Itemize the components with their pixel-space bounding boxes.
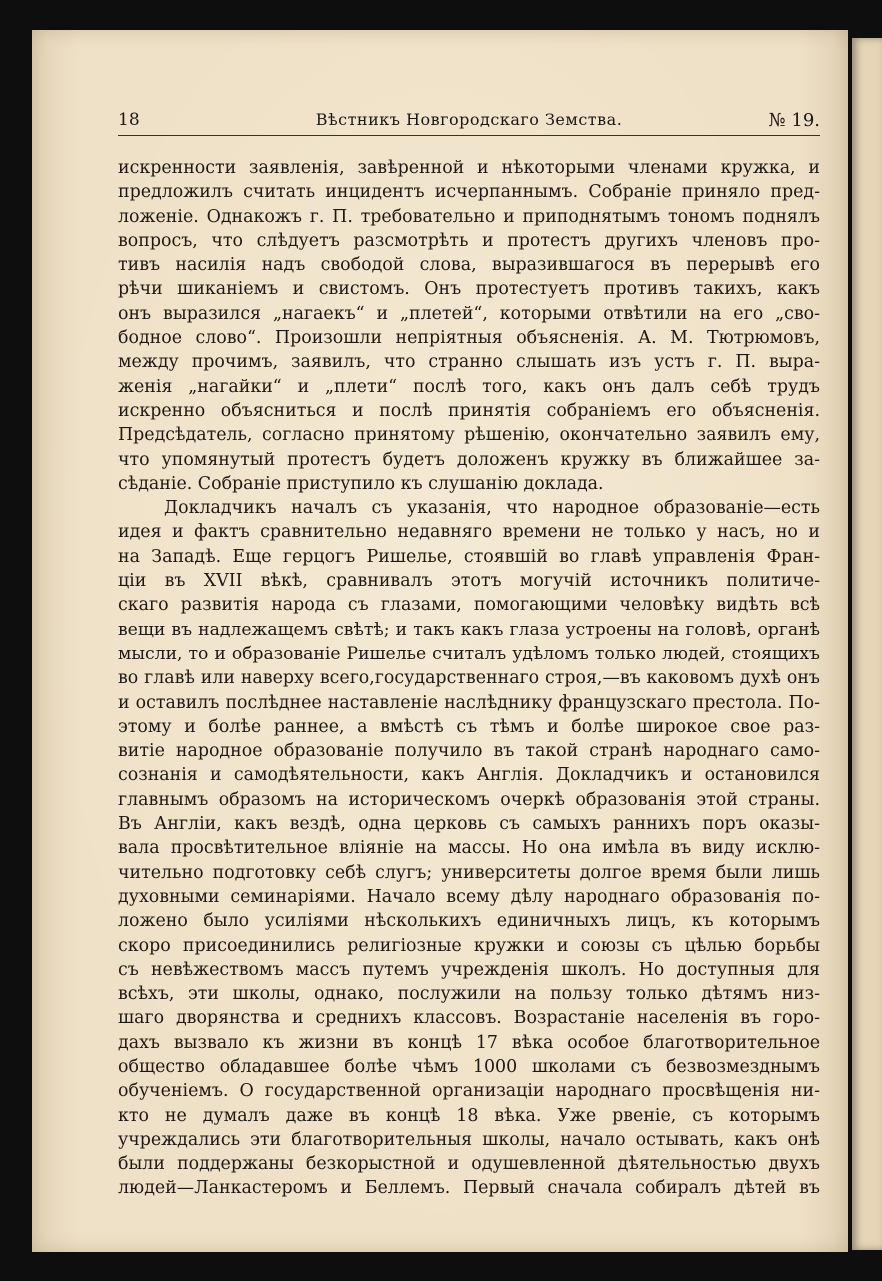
text-line: предложилъ считать инцидентъ исчерпаннымъ. Собраніе приняло пред- xyxy=(118,182,820,203)
text-line: Въ Англіи, какъ вездѣ, одна церковь съ самыхъ раннихъ поръ оказы- xyxy=(118,814,820,835)
text-line: чительно подготовку себѣ слугъ; университеты долгое время были лишь xyxy=(118,862,820,883)
text-line: идея и фактъ сравнительно недавняго времени не только у насъ, но и xyxy=(118,522,820,543)
text-line: тивъ насилія надъ свободой слова, выразившагося въ перерывѣ его xyxy=(118,255,820,276)
text-line: женія „нагайки“ и „плети“ послѣ того, какъ онъ далъ себѣ трудъ xyxy=(118,376,820,397)
header-rule xyxy=(118,135,820,136)
paragraph-start-line: Докладчикъ началъ съ указанія, что народное образованіе—есть xyxy=(164,498,820,519)
text-line: общество обладавшее болѣе чѣмъ 1000 школами съ безвозмезднымъ xyxy=(118,1056,820,1077)
text-line: искренно объясниться и послѣ принятія собраніемъ его объясненія. xyxy=(118,400,820,421)
text-line: шаго дворянства и среднихъ классовъ. Возрастаніе населенія въ горо- xyxy=(118,1008,820,1029)
text-line: всѣхъ, эти школы, однако, послужили на пользу только дѣтямъ низ- xyxy=(118,984,820,1005)
paragraph-end-line: сѣданіе. Собраніе приступило къ слушанію доклада. xyxy=(118,473,604,494)
text-line: духовными семинаріями. Начало всему дѣлу народнаго образованія по- xyxy=(118,886,820,907)
text-line: искренности заявленія, завѣренной и нѣкоторыми членами кружка, и xyxy=(118,158,820,178)
text-line: бодное слово“. Произошли непріятныя объясненія. А. М. Тютрюмовъ, xyxy=(118,328,820,349)
text-line: между прочимъ, заявилъ, что странно слышать изъ устъ г. П. выра- xyxy=(118,352,820,373)
text-line: Предсѣдатель, согласно принятому рѣшенію, окончательно заявилъ ему, xyxy=(118,425,820,446)
running-header xyxy=(118,110,820,136)
text-line: были поддержаны безкорыстной и одушевленной дѣятельностью двухъ xyxy=(118,1154,820,1175)
text-line: скоро присоединились религіозные кружки и союзы съ цѣлью борьбы xyxy=(118,935,820,956)
journal-title: Вѣстникъ Новгородскаго Земства. xyxy=(315,110,623,129)
issue-number: № 19. xyxy=(768,110,820,131)
text-line: съ невѣжествомъ массъ путемъ учрежденія школъ. Но доступныя для xyxy=(118,959,820,980)
text-line: ложено было усиліями нѣсколькихъ единичныхъ лицъ, къ которымъ xyxy=(118,911,820,932)
text-line: дахъ вызвало къ жизни въ концѣ 17 вѣка особое благотворительное xyxy=(118,1032,820,1053)
text-line: вала просвѣтительное вліяніе на массы. Но она имѣла въ виду исклю- xyxy=(118,838,820,859)
text-line: ложеніе. Однакожъ г. П. требовательно и приподнятымъ тономъ поднялъ xyxy=(118,206,820,227)
text-line: кто не думалъ даже въ концѣ 18 вѣка. Уже рвеніе, съ которымъ xyxy=(118,1105,820,1126)
text-line: скаго развитія народа съ глазами, помогающими человѣку видѣть всѣ xyxy=(118,595,820,616)
text-line: вещи въ надлежащемъ свѣтѣ; и такъ какъ глаза устроены на головѣ, органѣ xyxy=(118,619,820,640)
text-line: мысли, то и образованіе Ришелье считалъ удѣломъ только людей, стоящихъ xyxy=(118,643,820,664)
text-line: на Западѣ. Еще герцогъ Ришелье, стоявшій во главѣ управленія Фран- xyxy=(118,546,820,567)
text-line: людей—Ланкастеромъ и Беллемъ. Первый сначала собиралъ дѣтей въ xyxy=(118,1178,820,1199)
text-line: учреждались эти благотворительныя школы, начало остывать, какъ онѣ xyxy=(118,1129,820,1150)
page-number: 18 xyxy=(118,110,140,130)
text-line: витіе народное образованіе получило въ такой странѣ народнаго само- xyxy=(118,741,820,762)
text-line: рѣчи шиканіемъ и свистомъ. Онъ протестуетъ противъ такихъ, какъ xyxy=(118,279,820,300)
article-text xyxy=(118,156,820,1201)
text-line: и оставилъ послѣднее наставленіе наслѣднику французскаго престола. По- xyxy=(118,692,820,713)
adjacent-page-edge xyxy=(852,38,882,1250)
text-line: этому и болѣе раннее, а вмѣстѣ съ тѣмъ и болѣе широкое свое раз- xyxy=(118,716,820,737)
text-line: ціи въ XVII вѣкѣ, сравнивалъ этотъ могучій источникъ политиче- xyxy=(118,571,820,592)
text-line: главнымъ образомъ на историческомъ очеркѣ образованія этой страны. xyxy=(118,789,820,810)
text-line: вопросъ, что слѣдуетъ разсмотрѣть и протестъ другихъ членовъ про- xyxy=(118,230,820,251)
text-line: во главѣ или наверху всего,государственнаго строя,—въ каковомъ духѣ онъ xyxy=(118,668,820,689)
text-line: онъ выразился „нагаекъ“ и „плетей“, которыми отвѣтили на его „сво- xyxy=(118,303,820,324)
text-line: обученіемъ. О государственной организаціи народнаго просвѣщенія ни- xyxy=(118,1081,820,1102)
text-line: сознанія и самодѣятельности, какъ Англія. Докладчикъ и остановился xyxy=(118,765,820,786)
text-line: что упомянутый протестъ будетъ доложенъ кружку въ ближайшее за- xyxy=(118,449,820,470)
